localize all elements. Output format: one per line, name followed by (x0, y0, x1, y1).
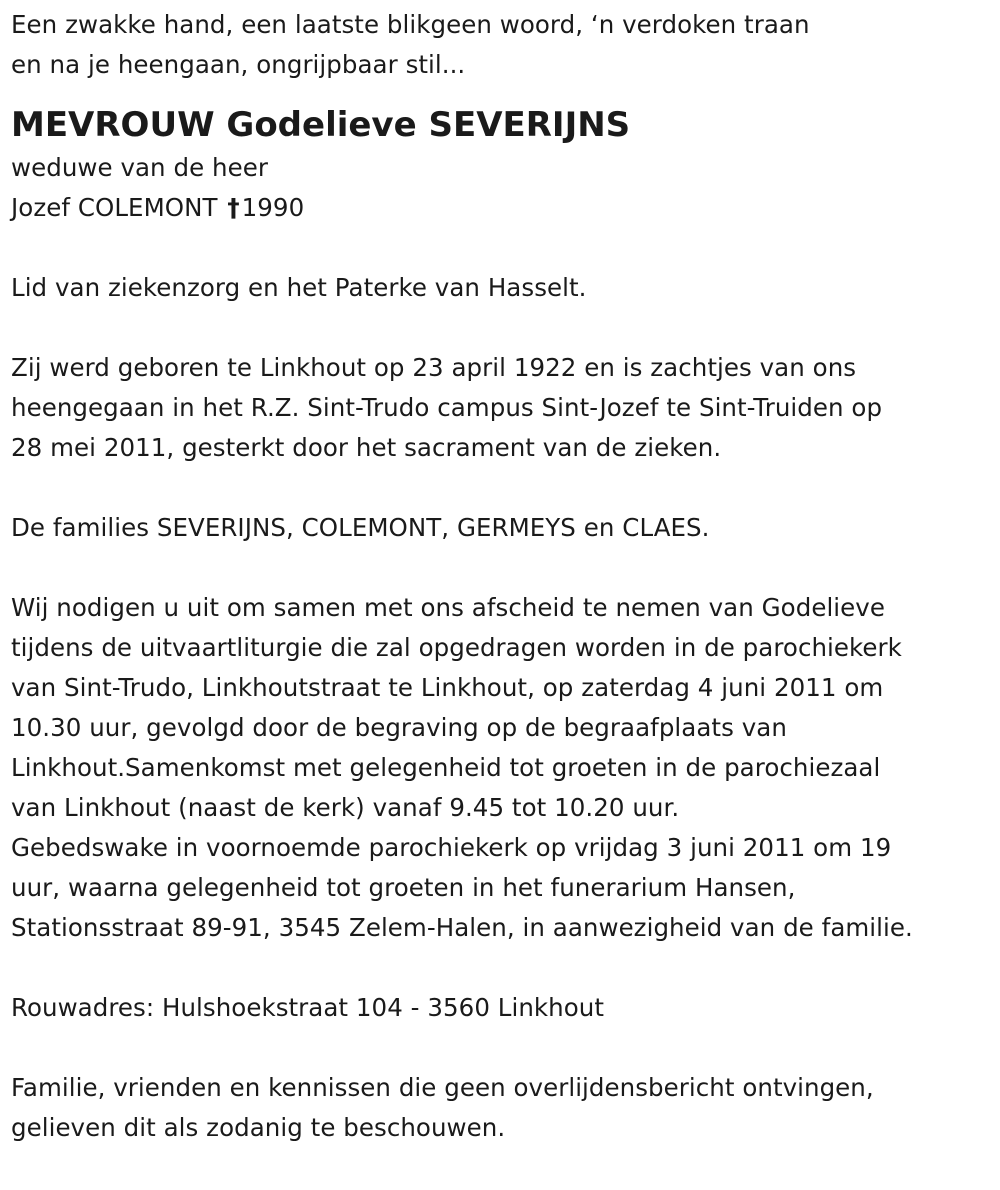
spacer (11, 548, 990, 588)
paragraph-line: 10.30 uur, gevolgd door de begraving op de begraafplaats van (11, 713, 787, 742)
spacer (11, 308, 990, 348)
invitation-paragraph (11, 588, 990, 948)
paragraph-line: Zij werd geboren te Linkhout op 23 april 1922 en is zachtjes van ons (11, 353, 857, 382)
paragraph-line: Linkhout.Samenkomst met gelegenheid tot groeten in de parochiezaal (11, 753, 881, 782)
opening-quote (11, 5, 990, 85)
spacer (11, 228, 990, 268)
birth-death-paragraph (11, 348, 990, 468)
paragraph-line: Wij nodigen u uit om samen met ons afscheid te nemen van Godelieve (11, 593, 885, 622)
paragraph-line: Stationsstraat 89-91, 3545 Zelem-Halen, in aanwezigheid van de familie. (11, 913, 913, 942)
widow-of-line: weduwe van de heer (11, 153, 268, 182)
spouse-line (11, 188, 990, 228)
closing-notice (11, 1068, 990, 1148)
spacer (11, 948, 990, 988)
paragraph-line: uur, waarna gelegenheid tot groeten in het funerarium Hansen, (11, 873, 796, 902)
spacer (11, 1028, 990, 1068)
deceased-name: MEVROUW Godelieve SEVERIJNS (11, 105, 631, 145)
paragraph-line: Familie, vrienden en kennissen die geen overlijdensbericht ontvingen, (11, 1073, 874, 1102)
families-text: De families SEVERIJNS, COLEMONT, GERMEYS en CLAES. (11, 513, 710, 542)
mourning-address: Rouwadres: Hulshoekstraat 104 - 3560 Linkhout (11, 993, 605, 1022)
quote-line-1: Een zwakke hand, een laatste blikgeen woord, ‘n verdoken traan (11, 10, 810, 39)
spouse-info (11, 148, 990, 228)
paragraph-line: van Linkhout (naast de kerk) vanaf 9.45 tot 10.20 uur. (11, 793, 680, 822)
paragraph-line: Gebedswake in voornoemde parochiekerk op vrijdag 3 juni 2011 om 19 (11, 833, 892, 862)
paragraph-line: 28 mei 2011, gesterkt door het sacrament van de zieken. (11, 433, 722, 462)
spacer (11, 468, 990, 508)
paragraph-line: tijdens de uitvaartliturgie die zal opgedragen worden in de parochiekerk (11, 633, 902, 662)
spouse-death-year: 1990 (241, 193, 305, 222)
spouse-name: Jozef COLEMONT (11, 193, 218, 222)
paragraph-line: van Sint-Trudo, Linkhoutstraat te Linkhout, op zaterdag 4 juni 2011 om (11, 673, 884, 702)
membership-text: Lid van ziekenzorg en het Paterke van Hasselt. (11, 273, 587, 302)
quote-line-2: en na je heengaan, ongrijpbaar stil... (11, 50, 466, 79)
paragraph-line: heengegaan in het R.Z. Sint-Trudo campus Sint-Jozef te Sint-Truiden op (11, 393, 883, 422)
paragraph-line: gelieven dit als zodanig te beschouwen. (11, 1113, 506, 1142)
cross-icon: † (227, 193, 240, 222)
